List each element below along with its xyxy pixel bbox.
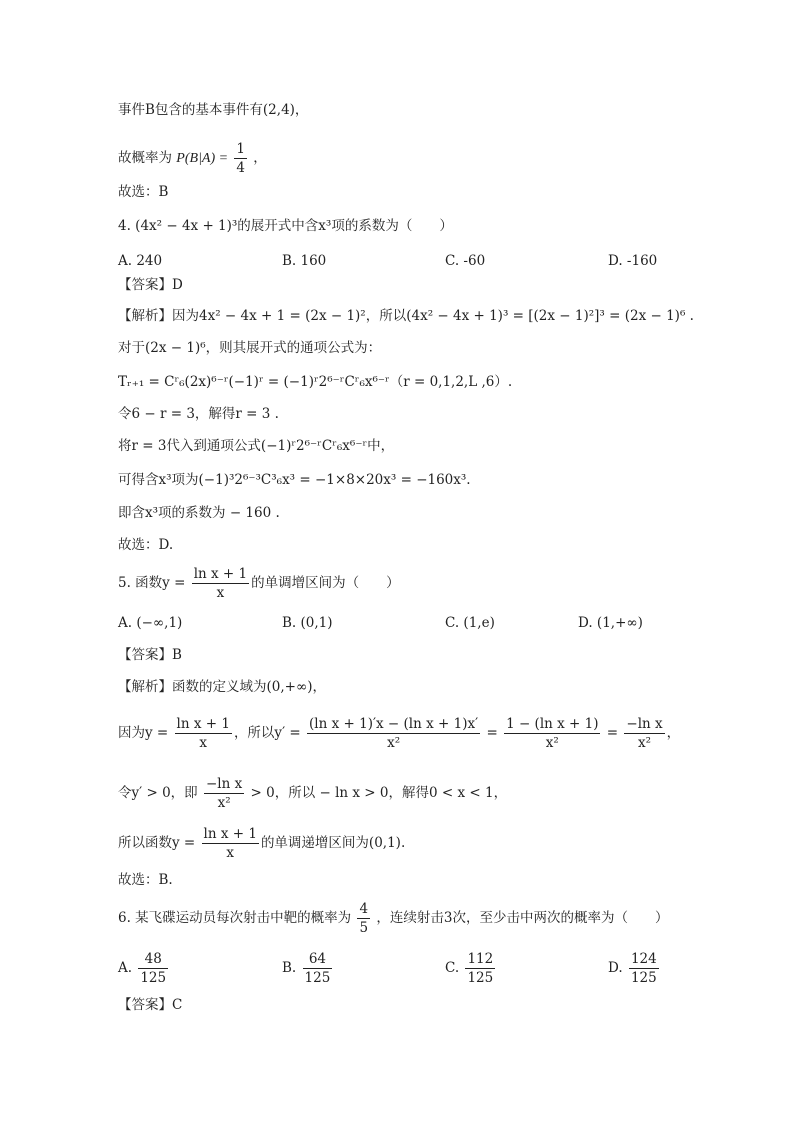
q4-solution-line: 可得含x³项为(−1)³2⁶⁻³C³₆x³ = −1×8×20x³ = −160x³. (118, 472, 471, 488)
fraction: $\frac{48}{125}$ (140, 951, 167, 986)
fraction: $\frac{\text{(ln x + 1)′x − (ln x + 1)x′}}{\text{x²}}$ (309, 716, 479, 751)
question-5-stem: 5. 函数y = $\frac{\text{ln x + 1}}{x}$ 的单调增区间为（ ） (118, 566, 400, 601)
fraction: $\frac{124}{125}$ (630, 951, 657, 986)
question-6-stem: 6. 某飞碟运动员每次射击中靶的概率为 $\frac{4}{5}$ ，连续射击3次，至少击中两次的概率为（ ） (118, 901, 669, 936)
fraction: $\frac{\text{1 − (ln x + 1)}}{\text{x²}}$ (506, 716, 599, 751)
q6-option-a: A. $\frac{48}{125}$ (118, 951, 167, 986)
q4-solution-line: 即含x³项的系数为 − 160 . (118, 505, 280, 521)
q5-option-a: A. (−∞,1) (118, 615, 183, 631)
q5-solution-line: 因为y = $\frac{\text{ln x + 1}}{x}$ ，所以y′ = $\frac{\text{(ln x + 1)′x − (ln x + 1)x′}}{\text{x²}}$ = $\frac{\text{1 − (ln x + 1)}}{\text{x²}}$ = $\frac{\text{−ln x}}{\text{x²}}$ ， (118, 716, 681, 751)
text-fragment: 故概率为 (118, 150, 172, 166)
fraction: $\frac{112}{125}$ (467, 951, 494, 986)
q5-solution-line: 【解析】函数的定义域为(0,+∞)， (118, 679, 326, 695)
q6-answer: 【答案】C (118, 997, 183, 1013)
fraction: $\frac{64}{125}$ (304, 951, 331, 986)
text-line (118, 140, 267, 177)
q5-solution-line: 令y′ > 0，即 $\frac{\text{−ln x}}{\text{x²}}$ > 0，所以 − ln x > 0，解得0 < x < 1， (118, 776, 508, 811)
fraction: $\frac{\text{ln x + 1}}{x}$ (176, 716, 230, 751)
text-line: 事件B包含的基本事件有(2,4)， (118, 102, 309, 118)
q4-option-b: B. 160 (282, 253, 327, 269)
q5-solution-line: 所以函数y = $\frac{\text{ln x + 1}}{x}$ 的单调递增区间为(0,1). (118, 826, 406, 861)
q5-option-d: D. (1,+∞) (578, 615, 643, 631)
fraction: $\frac{\text{ln x + 1}}{x}$ (193, 566, 248, 601)
fraction: $\frac{\text{−ln x}}{\text{x²}}$ (205, 776, 243, 811)
q5-solution-line: 故选：B. (118, 872, 173, 888)
q4-option-c: C. -60 (445, 253, 486, 269)
text-line: 故选：B (118, 184, 169, 200)
q4-solution-line: 故选：D. (118, 537, 174, 553)
fraction: $\frac{1}{4}$ (236, 141, 245, 176)
q5-option-c: C. (1,e) (445, 615, 495, 631)
q4-solution-line: 将r = 3代入到通项公式(−1)ʳ2⁶⁻ʳCʳ₆x⁶⁻ʳ中， (118, 438, 395, 454)
q4-option-a: A. 240 (118, 253, 163, 269)
q4-solution-line: 令6 − r = 3，解得r = 3 . (118, 406, 279, 422)
fraction: $\frac{\text{−ln x}}{\text{x²}}$ (626, 716, 663, 751)
math-expression: P(B|A) = (176, 151, 229, 166)
q4-solution-line: 【解析】因为4x² − 4x + 1 = (2x − 1)²，所以(4x² − 4x + 1)³ = [(2x − 1)²]³ = (2x − 1)⁶ . (118, 308, 694, 324)
q5-answer: 【答案】B (118, 647, 182, 663)
q6-option-d: D. $\frac{124}{125}$ (608, 951, 657, 986)
question-4-stem: 4. (4x² − 4x + 1)³的展开式中含x³项的系数为（ ） (118, 218, 453, 234)
fraction: $\frac{\text{ln x + 1}}{x}$ (203, 826, 257, 861)
q4-solution-line: 对于(2x − 1)⁶，则其展开式的通项公式为： (118, 340, 382, 356)
fraction: $\frac{4}{5}$ (359, 901, 369, 936)
text-fragment: ， (253, 150, 267, 166)
q4-solution-line: Tᵣ₊₁ = Cʳ₆(2x)⁶⁻ʳ(−1)ʳ = (−1)ʳ2⁶⁻ʳCʳ₆x⁶⁻ʳ（r = 0,1,2,L ,6）. (118, 374, 513, 390)
q6-option-c: C. $\frac{112}{125}$ (445, 951, 494, 986)
q4-option-d: D. -160 (608, 253, 658, 269)
q5-option-b: B. (0,1) (282, 615, 333, 631)
q4-answer: 【答案】D (118, 277, 183, 293)
q6-option-b: B. $\frac{64}{125}$ (282, 951, 331, 986)
